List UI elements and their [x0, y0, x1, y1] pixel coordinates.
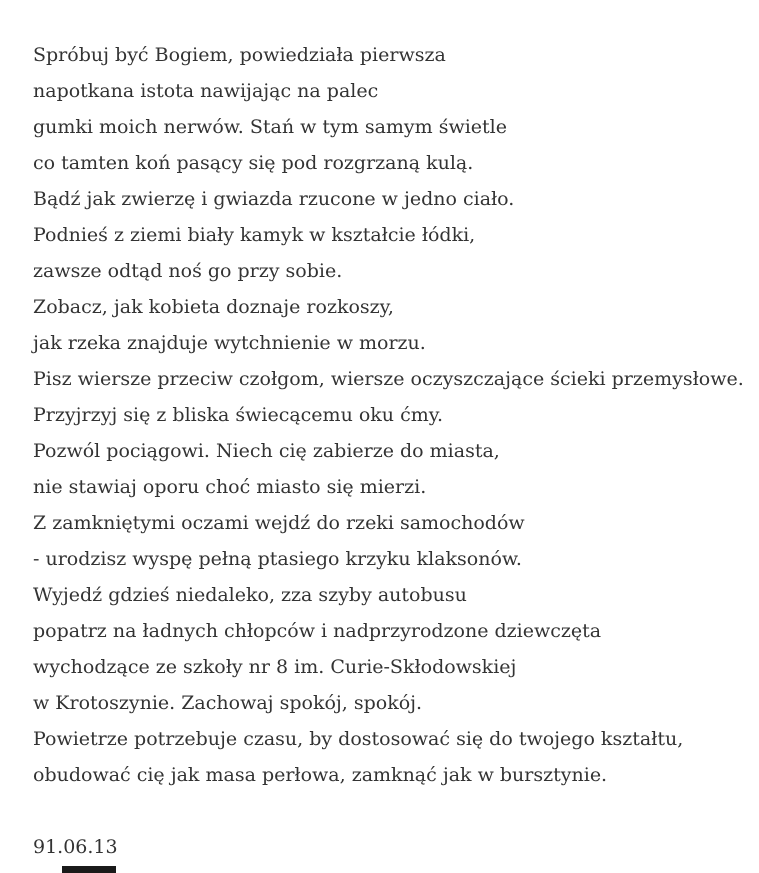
- poem-line: nie stawiaj oporu choć miasto się mierzi.: [33, 476, 427, 498]
- poem-line: Podnieś z ziemi biały kamyk w kształcie łódki,: [33, 224, 476, 246]
- poem-page: [33, 37, 745, 865]
- poem-line: Powietrze potrzebuje czasu, by dostosować się do twojego kształtu,: [33, 728, 684, 750]
- poem-line: wychodzące ze szkoły nr 8 im. Curie-Skłodowskiej: [33, 656, 517, 678]
- poem-date: 91.06.13: [33, 836, 118, 858]
- poem-line: popatrz na ładnych chłopców i nadprzyrodzone dziewczęta: [33, 620, 602, 642]
- poem-line: w Krotoszynie. Zachowaj spokój, spokój.: [33, 692, 423, 714]
- poem-line: Pisz wiersze przeciw czołgom, wiersze oczyszczające ścieki przemysłowe.: [33, 368, 744, 390]
- cut-off-element-below-fold[interactable]: [62, 866, 116, 873]
- poem-body: [33, 37, 745, 793]
- poem-line: Zobacz, jak kobieta doznaje rozkoszy,: [33, 296, 394, 318]
- poem-line: Pozwól pociągowi. Niech cię zabierze do miasta,: [33, 440, 500, 462]
- poem-line: Wyjedź gdzieś niedaleko, zza szyby autobusu: [33, 584, 467, 606]
- poem-line: Z zamkniętymi oczami wejdź do rzeki samochodów: [33, 512, 525, 534]
- poem-line: zawsze odtąd noś go przy sobie.: [33, 260, 343, 282]
- poem-line: jak rzeka znajduje wytchnienie w morzu.: [33, 332, 426, 354]
- poem-line: Spróbuj być Bogiem, powiedziała pierwsza: [33, 44, 446, 66]
- poem-line: Przyjrzyj się z bliska świecącemu oku ćmy.: [33, 404, 443, 426]
- poem-line: co tamten koń pasący się pod rozgrzaną kulą.: [33, 152, 474, 174]
- poem-line: obudować cię jak masa perłowa, zamknąć jak w bursztynie.: [33, 764, 608, 786]
- poem-line: napotkana istota nawijając na palec: [33, 80, 379, 102]
- poem-line: gumki moich nerwów. Stań w tym samym świetle: [33, 116, 508, 138]
- poem-line: Bądź jak zwierzę i gwiazda rzucone w jedno ciało.: [33, 188, 515, 210]
- poem-line: - urodzisz wyspę pełną ptasiego krzyku klaksonów.: [33, 548, 522, 570]
